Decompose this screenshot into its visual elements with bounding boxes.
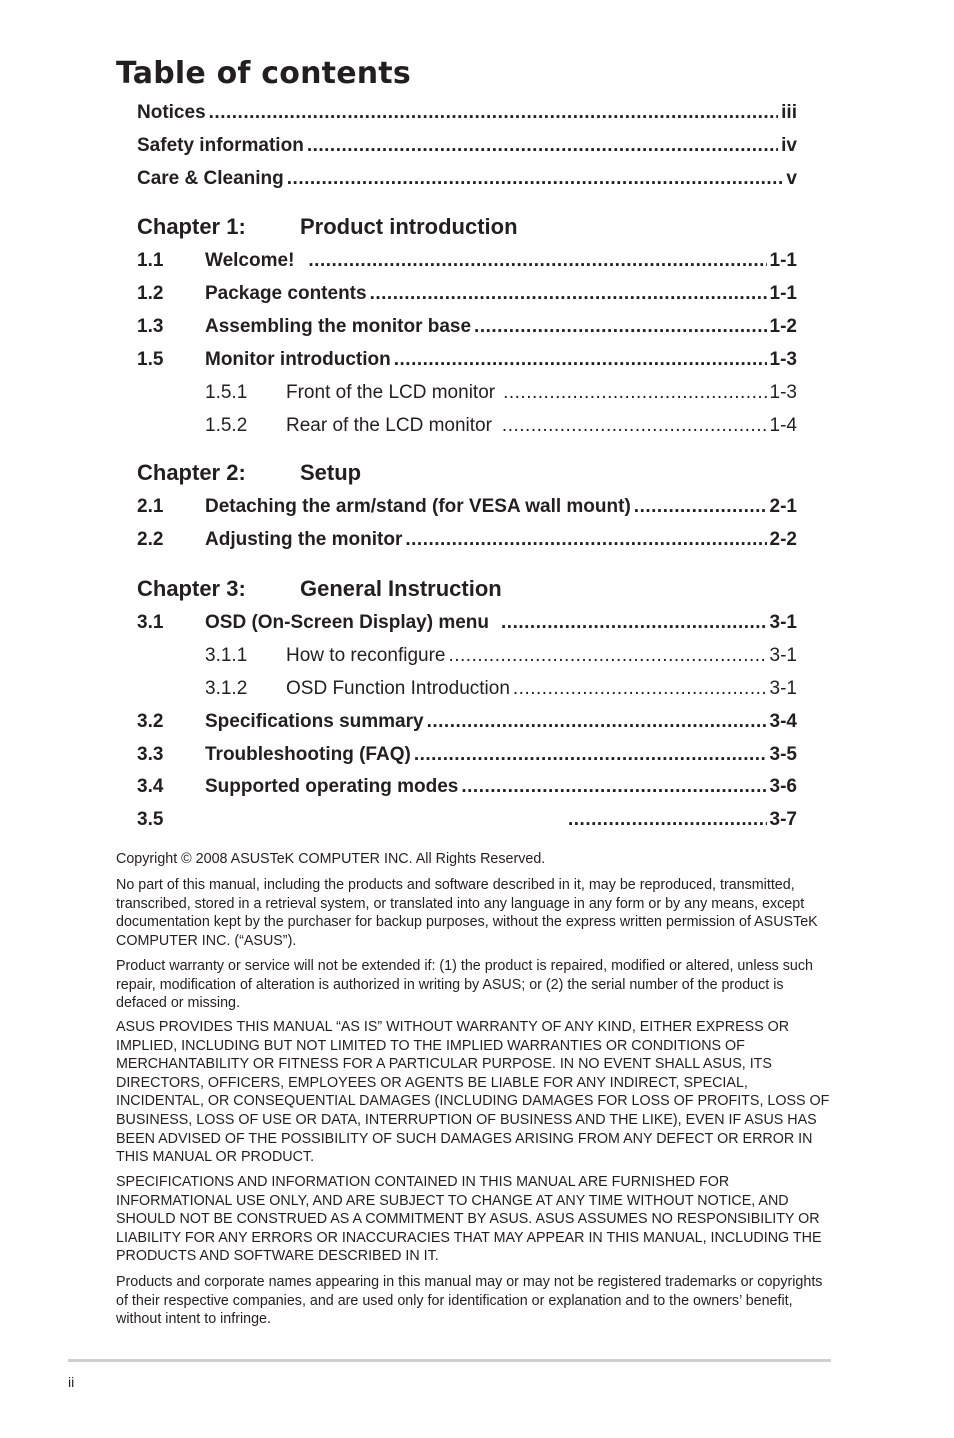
toc-entry-label: Notices — [137, 102, 206, 123]
page-title: Table of contents — [116, 56, 411, 91]
toc-entry-page: iii — [781, 102, 797, 123]
toc-entry-3-4[interactable] — [137, 775, 797, 799]
toc-entry-number: 3.4 — [137, 776, 164, 797]
toc-entry-2-2[interactable] — [137, 528, 797, 552]
toc-entry-number: 3.1.1 — [205, 645, 248, 666]
toc-entry-label: Care & Cleaning — [137, 168, 284, 189]
legal-paragraph: ASUS PROVIDES THIS MANUAL “AS IS” WITHOUT WARRANTY OF ANY KIND, EITHER EXPRESS OR IMPLIED, INCLUDING BUT NOT LIMITED TO THE IMPLIED WARRANTIES OR CONDITIONS OF MERCHANTABILITY OR FITNESS FOR A PARTICULAR PURPOSE. IN NO EVENT SHALL ASUS, ITS DIRECTORS, OFFICERS, EMPLOYEES OR AGENTS BE LIABLE FOR ANY INDIRECT, SPECIAL, INCIDENTAL, OR CONSEQUENTIAL DAMAGES (INCLUDING DAMAGES FOR LOSS OF PROFITS, LOSS OF BUSINESS, LOSS OF USE OR DATA, INTERRUPTION OF BUSINESS AND THE LIKE), EVEN IF ASUS HAS BEEN ADVISED OF THE POSSIBILITY OF SUCH DAMAGES ARISING FROM ANY DEFECT OR ERROR IN THIS MANUAL OR PRODUCT. — [116, 1019, 830, 1166]
toc-entry-label: Troubleshooting (FAQ) — [205, 744, 411, 765]
toc-entry-label: Package contents — [205, 283, 367, 304]
toc-dot-leader — [513, 677, 767, 701]
toc-entry-page: 3-6 — [769, 776, 797, 797]
footer-divider — [68, 1359, 831, 1362]
toc-entry-label: Monitor introduction — [205, 349, 391, 370]
toc-entry-label: Front of the LCD monitor — [286, 382, 496, 403]
toc-entry-3-2[interactable] — [137, 710, 797, 734]
toc-entry-1-3[interactable] — [137, 315, 797, 339]
chapter-title: Setup — [300, 460, 362, 485]
toc-entry-label: Welcome! — [205, 250, 295, 271]
toc-entry-number: 1.1 — [137, 250, 164, 271]
toc-entry-1-5-2[interactable] — [205, 414, 797, 438]
toc-entry-number: 1.3 — [137, 316, 164, 337]
chapter-number: Chapter 2: — [137, 460, 246, 485]
legal-paragraph: Products and corporate names appearing in this manual may or may not be registered trademarks or copyrights of their respective companies, and are used only for identification or explanation and to the owners’ benefit, without intent to infringe. — [116, 1274, 823, 1328]
toc-entry-number: 1.5 — [137, 349, 164, 370]
toc-entry-label: Supported operating modes — [205, 776, 459, 797]
toc-entry-2-1[interactable] — [137, 495, 797, 519]
toc-entry-page: iv — [781, 135, 797, 156]
toc-entry-3-1-2[interactable] — [205, 677, 797, 701]
toc-entry-label: OSD Function Introduction — [286, 678, 510, 699]
toc-entry-page: 1-4 — [769, 415, 797, 436]
chapter-title: Product introduction — [300, 214, 518, 239]
toc-dot-leader — [448, 644, 766, 668]
toc-dot-leader — [308, 249, 766, 273]
toc-entry-number: 3.1.2 — [205, 678, 248, 699]
toc-entry-label: OSD (On-Screen Display) menu — [205, 612, 490, 633]
toc-entry-page: 1-2 — [769, 316, 797, 337]
toc-entry-label: Safety information — [137, 135, 304, 156]
footer-page-number: ii — [68, 1374, 75, 1390]
toc-dot-leader — [461, 775, 766, 799]
copyright-notice: Copyright © 2008 ASUSTeK COMPUTER INC. All Rights Reserved. — [116, 851, 546, 867]
toc-entry-label: How to reconfigure — [286, 645, 446, 666]
toc-entry-label: Assembling the monitor base — [205, 316, 472, 337]
chapter-title: General Instruction — [300, 576, 502, 601]
toc-entry-number: 3.1 — [137, 612, 164, 633]
toc-entry-page: 3-1 — [769, 612, 797, 633]
toc-dot-leader — [209, 101, 779, 125]
toc-entry-page: 1-3 — [769, 349, 797, 370]
toc-entry-1-2[interactable] — [137, 282, 797, 306]
toc-entry-page: 1-3 — [769, 382, 797, 403]
toc-entry-page: 3-4 — [769, 711, 797, 732]
toc-entry-page: 1-1 — [769, 250, 797, 271]
toc-entry-3-1-1[interactable] — [205, 644, 797, 668]
toc-entry-page: 2-2 — [769, 529, 797, 550]
toc-entry-page: 3-7 — [769, 809, 797, 830]
legal-paragraph: SPECIFICATIONS AND INFORMATION CONTAINED IN THIS MANUAL ARE FURNISHED FOR INFORMATIONAL USE ONLY, AND ARE SUBJECT TO CHANGE AT ANY TIME WITHOUT NOTICE, AND SHOULD NOT BE CONSTRUED AS A COMMITMENT BY ASUS. ASUS ASSUMES NO RESPONSIBILITY OR LIABILITY FOR ANY ERRORS OR INACCURACIES THAT MAY APPEAR IN THIS MANUAL, INCLUDING THE PRODUCTS AND SOFTWARE DESCRIBED IN IT. — [116, 1174, 822, 1265]
toc-dot-leader — [501, 611, 767, 635]
toc-entry-care-cleaning[interactable] — [137, 167, 797, 191]
toc-dot-leader — [502, 414, 767, 438]
toc-entry-number: 1.5.1 — [205, 382, 248, 403]
legal-paragraph: No part of this manual, including the products and software described in it, may be reproduced, transmitted, transcribed, stored in a retrieval system, or translated into any language in any form or by any means, except documentation kept by the purchaser for backup purposes, without the express written permission of ASUSTeK COMPUTER INC. (“ASUS”). — [116, 877, 818, 949]
toc-dot-leader — [394, 348, 767, 372]
toc-entry-label: Adjusting the monitor — [205, 529, 403, 550]
chapter-1-heading — [137, 213, 518, 241]
toc-dot-leader — [307, 134, 778, 158]
toc-entry-number: 3.2 — [137, 711, 164, 732]
toc-entry-number: 3.3 — [137, 744, 164, 765]
toc-dot-leader — [427, 710, 767, 734]
toc-entry-number: 2.1 — [137, 496, 164, 517]
toc-dot-leader — [287, 167, 784, 191]
toc-entry-page: 1-1 — [769, 283, 797, 304]
toc-entry-safety-information[interactable] — [137, 134, 797, 158]
toc-entry-3-3[interactable] — [137, 743, 797, 767]
chapter-number: Chapter 3: — [137, 576, 246, 601]
toc-dot-leader — [503, 381, 766, 405]
toc-dot-leader — [405, 528, 766, 552]
toc-entry-number: 1.5.2 — [205, 415, 248, 436]
chapter-3-heading — [137, 575, 502, 603]
toc-entry-page: 2-1 — [769, 496, 797, 517]
toc-entry-3-5[interactable] — [137, 808, 797, 832]
toc-entry-notices[interactable] — [137, 101, 797, 125]
toc-entry-number: 2.2 — [137, 529, 164, 550]
toc-entry-page: 3-1 — [769, 645, 797, 666]
toc-entry-1-1[interactable] — [137, 249, 797, 273]
toc-entry-label: Detaching the arm/stand (for VESA wall mount) — [205, 496, 631, 517]
legal-paragraph: Product warranty or service will not be extended if: (1) the product is repaired, modified or altered, unless such repair, modification of alteration is authorized in writing by ASUS; or (2) the serial number of the product is defaced or missing. — [116, 958, 813, 1012]
toc-entry-3-1[interactable] — [137, 611, 797, 635]
chapter-2-heading — [137, 459, 361, 487]
toc-dot-leader — [474, 315, 766, 339]
toc-dot-leader — [414, 743, 767, 767]
toc-entry-number: 1.2 — [137, 283, 164, 304]
toc-entry-label: Specifications summary — [205, 711, 424, 732]
toc-entry-label: Rear of the LCD monitor — [286, 415, 492, 436]
toc-entry-1-5-1[interactable] — [205, 381, 797, 405]
toc-dot-leader — [634, 495, 767, 519]
toc-entry-1-5[interactable] — [137, 348, 797, 372]
toc-entry-page: 3-1 — [769, 678, 797, 699]
toc-entry-number: 3.5 — [137, 809, 164, 830]
toc-dot-leader — [568, 808, 767, 832]
toc-entry-page: v — [786, 168, 797, 189]
chapter-number: Chapter 1: — [137, 214, 246, 239]
toc-dot-leader — [370, 282, 767, 306]
toc-entry-page: 3-5 — [769, 744, 797, 765]
